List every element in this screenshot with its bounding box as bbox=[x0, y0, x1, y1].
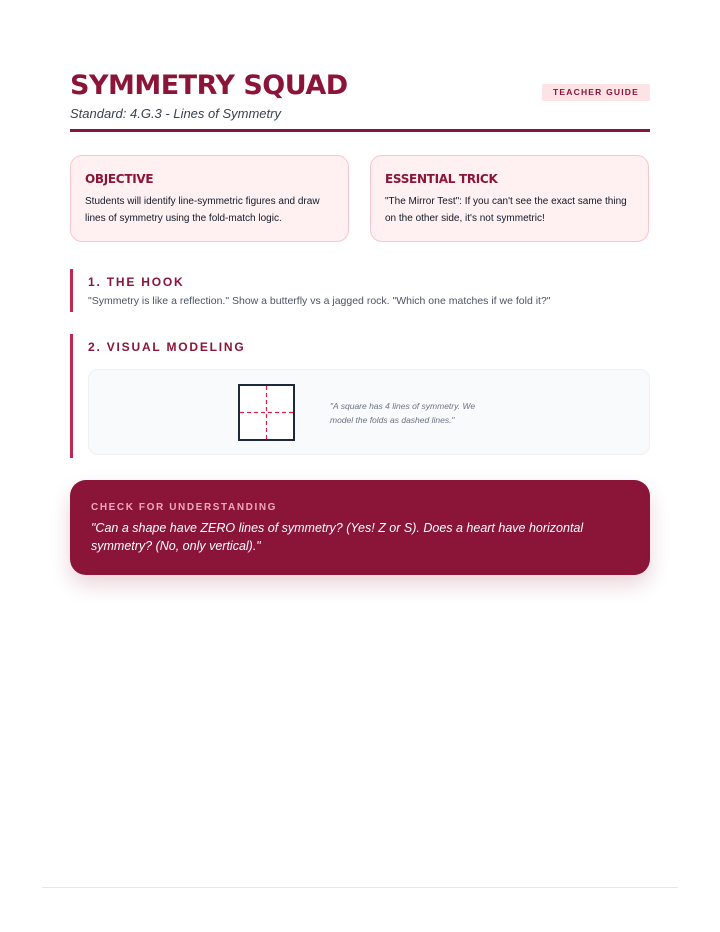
header bbox=[70, 0, 650, 133]
model-box bbox=[88, 369, 650, 455]
model-caption: "A square has 4 lines of symmetry. We model the folds as dashed lines." bbox=[330, 401, 476, 425]
standard-subtitle: Standard: 4.G.3 - Lines of Symmetry bbox=[70, 106, 281, 121]
objective-title: OBJECTIVE bbox=[85, 172, 154, 186]
lesson-page bbox=[70, 0, 650, 553]
visual-modeling-section bbox=[70, 334, 650, 458]
square-symmetry-icon bbox=[238, 384, 295, 441]
hook-text: "Symmetry is like a reflection." Show a butterfly vs a jagged rock. "Which one matches if we fold it?" bbox=[88, 295, 551, 307]
page-title: SYMMETRY SQUAD bbox=[70, 70, 348, 101]
check-title: CHECK FOR UNDERSTANDING bbox=[91, 502, 278, 513]
essential-trick-title: ESSENTIAL TRICK bbox=[385, 172, 498, 186]
essential-trick-card bbox=[370, 155, 649, 242]
visual-modeling-title: 2. VISUAL MODELING bbox=[88, 340, 246, 354]
essential-trick-text: "The Mirror Test": If you can't see the exact same thing on the other side, it's not symmetric! bbox=[385, 196, 627, 224]
hook-section bbox=[70, 269, 650, 312]
hook-title: 1. THE HOOK bbox=[88, 275, 185, 289]
objective-card bbox=[70, 155, 349, 242]
teacher-guide-badge: TEACHER GUIDE bbox=[542, 84, 650, 101]
objective-text: Students will identify line-symmetric figures and draw lines of symmetry using the fold-match logic. bbox=[85, 196, 320, 224]
check-for-understanding-box bbox=[70, 480, 650, 575]
check-text: "Can a shape have ZERO lines of symmetry? (Yes! Z or S). Does a heart have horizontal symmetry? (No, only vertical)." bbox=[91, 521, 584, 553]
info-cards bbox=[70, 155, 650, 242]
footer-divider bbox=[42, 887, 678, 888]
header-divider bbox=[70, 129, 650, 132]
